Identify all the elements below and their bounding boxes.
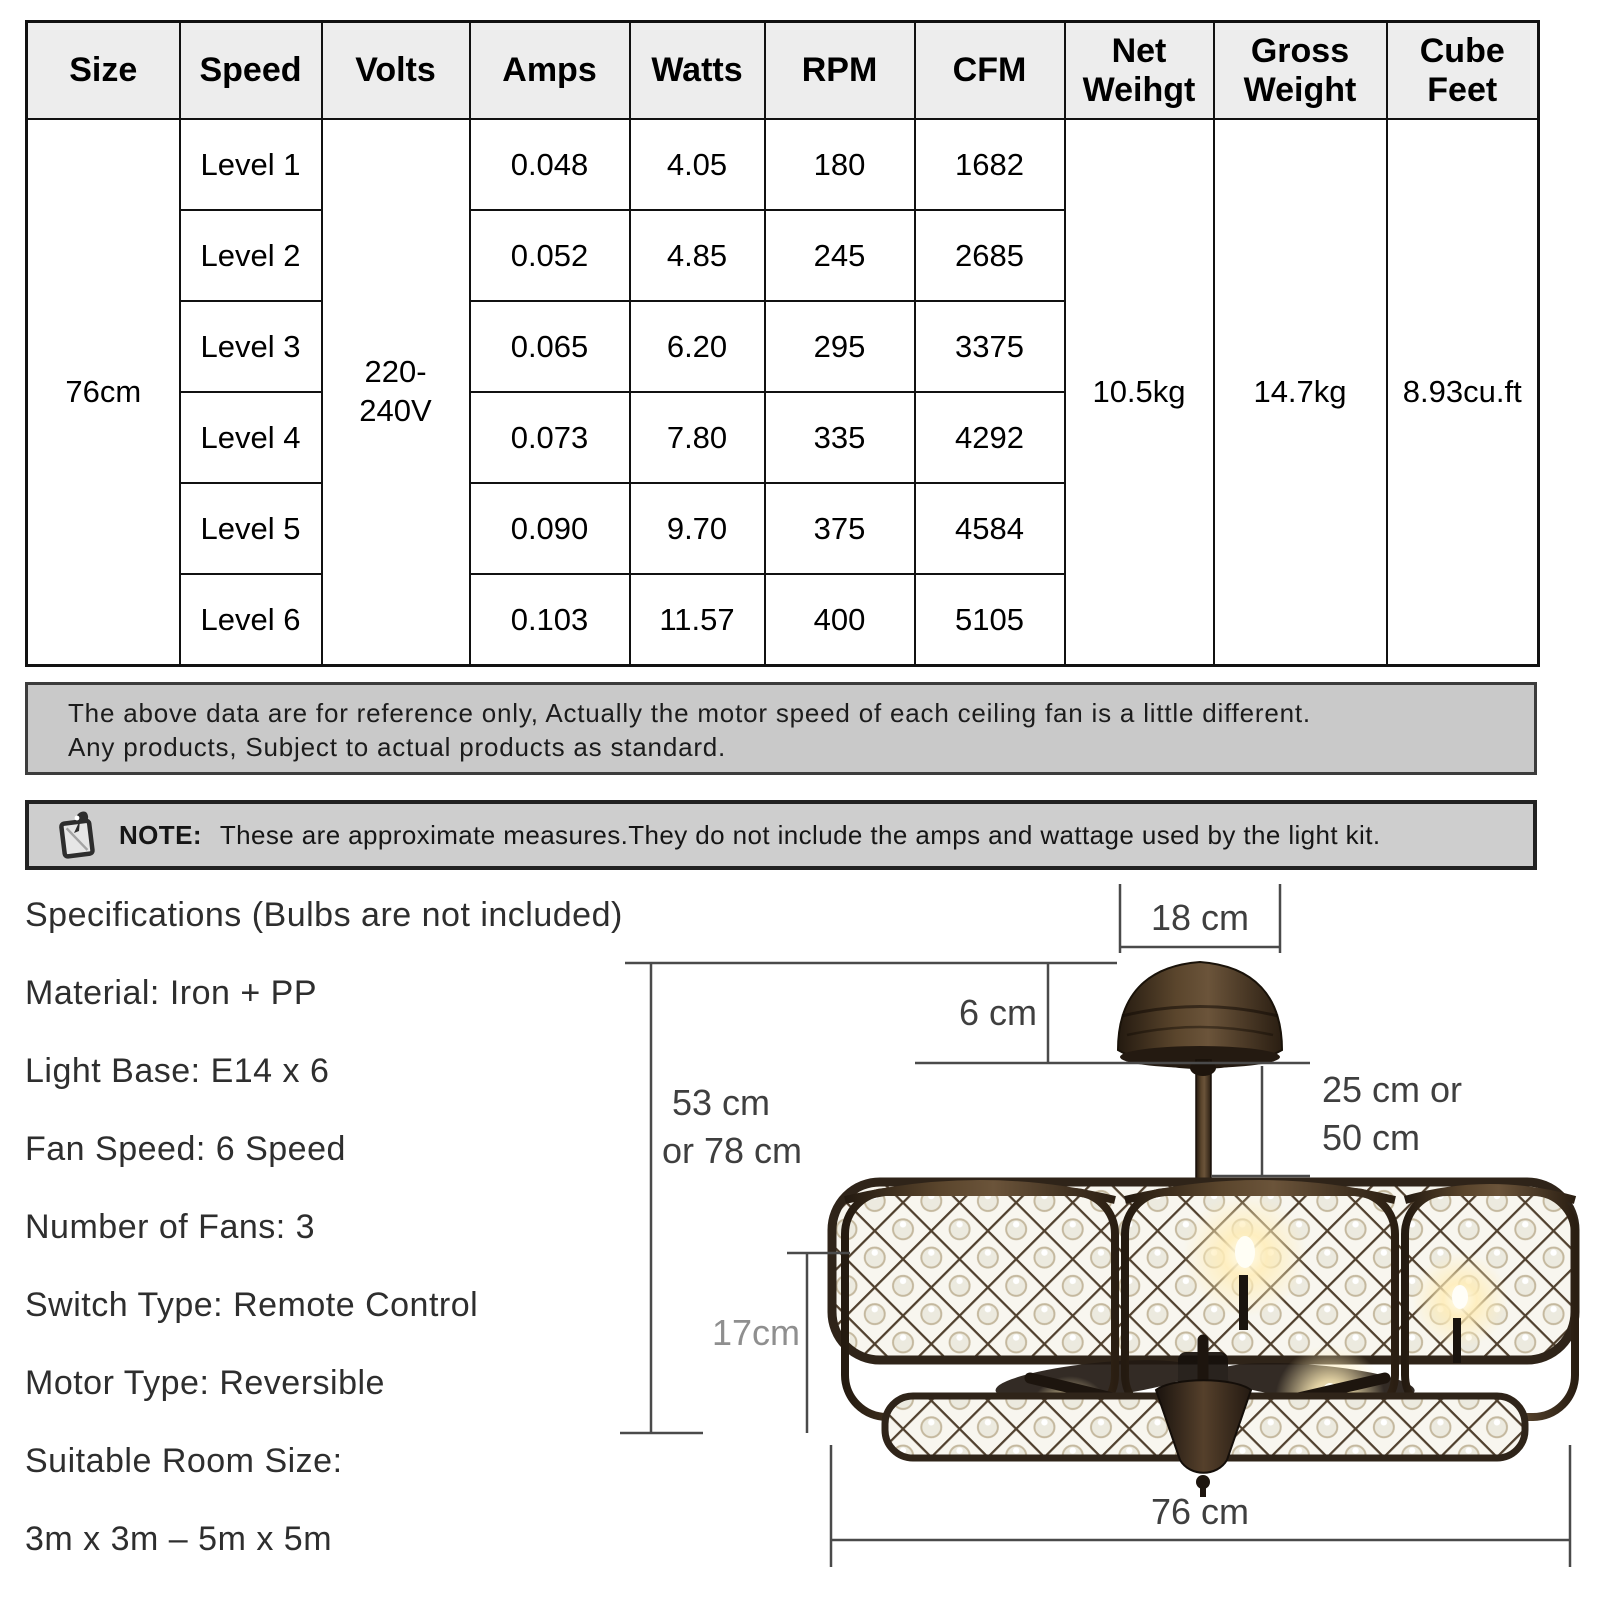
watts-cell: 4.05 [630,119,765,210]
cfm-cell: 4292 [915,392,1065,483]
watts-cell: 6.20 [630,301,765,392]
header-gross-weight: Gross Weight [1214,22,1387,120]
dim-canopy-height: 6 cm [958,992,1037,1033]
header-size: Size [27,22,180,120]
amps-cell: 0.048 [470,119,630,210]
dim-canopy-width: 18 cm [1150,897,1250,938]
fan-illustration [832,962,1575,1497]
header-watts: Watts [630,22,765,120]
rpm-cell: 295 [765,301,915,392]
level-cell: Level 4 [180,392,322,483]
dim-rod-length: 25 cm or [1322,1069,1463,1110]
cfm-cell: 4584 [915,483,1065,574]
header-row [27,22,1539,120]
spec-item-room-size-value: 3m x 3m – 5m x 5m [25,1520,333,1558]
size-cell: 76cm [27,119,180,666]
watts-cell: 9.70 [630,483,765,574]
spec-item-room-size-label: Suitable Room Size: [25,1442,343,1480]
cfm-cell: 3375 [915,301,1065,392]
spec-item-material: Material: Iron + PP [25,974,318,1012]
amps-cell: 0.065 [470,301,630,392]
net-weight-cell: 10.5kg [1065,119,1214,666]
spec-item-switch-type: Switch Type: Remote Control [25,1286,479,1324]
dim-total-height: 53 cm [672,1082,771,1123]
amps-cell: 0.103 [470,574,630,666]
header-rpm: RPM [765,22,915,120]
note-box [25,800,1537,870]
level-cell: Level 6 [180,574,322,666]
specs-list [25,895,665,1597]
dim-body-width: 76 cm [1150,1491,1250,1532]
header-volts: Volts [322,22,470,120]
rpm-cell: 335 [765,392,915,483]
level-cell: Level 5 [180,483,322,574]
fan-drum [832,1182,1575,1497]
level-cell: Level 2 [180,210,322,301]
fan-dimension-diagram [600,870,1600,1600]
rpm-cell: 375 [765,483,915,574]
watts-cell: 11.57 [630,574,765,666]
volts-cell [322,119,470,666]
spec-item-fan-speed: Fan Speed: 6 Speed [25,1130,346,1168]
gross-weight-cell: 14.7kg [1214,119,1387,666]
cfm-cell: 2685 [915,210,1065,301]
rpm-cell: 400 [765,574,915,666]
volts-value: 220-240V [359,354,432,428]
cube-feet-cell: 8.93cu.ft [1387,119,1539,666]
spec-table [25,20,1540,667]
header-cfm: CFM [915,22,1065,120]
note-text: These are approximate measures.They do not include the amps and wattage used by the light kit. [219,819,1381,850]
disclaimer-line-1: The above data are for reference only, Actually the motor speed of each ceiling fan is a little different. [68,698,1311,728]
level-cell: Level 3 [180,301,322,392]
spec-item-light-base: Light Base: E14 x 6 [25,1052,330,1090]
dim-rod-length-alt: 50 cm [1322,1117,1421,1158]
amps-cell: 0.052 [470,210,630,301]
amps-cell: 0.073 [470,392,630,483]
watts-cell: 4.85 [630,210,765,301]
note-label: NOTE: [119,819,202,850]
cfm-cell: 1682 [915,119,1065,210]
spec-item-number-of-fans: Number of Fans: 3 [25,1208,316,1246]
header-speed: Speed [180,22,322,120]
specs-title: Specifications (Bulbs are not included) [25,896,623,934]
rpm-cell: 180 [765,119,915,210]
notepad-icon [55,809,101,861]
spec-item-motor-type: Motor Type: Reversible [25,1364,385,1402]
table-row [27,119,1539,210]
disclaimer-line-2: Any products, Subject to actual products as standard. [68,732,727,762]
level-cell: Level 1 [180,119,322,210]
cfm-cell: 5105 [915,574,1065,666]
dim-body-height: 17cm [711,1312,800,1353]
amps-cell: 0.090 [470,483,630,574]
rpm-cell: 245 [765,210,915,301]
fan-canopy [1118,962,1282,1068]
header-amps: Amps [470,22,630,120]
header-cube-feet: Cube Feet [1387,22,1539,120]
watts-cell: 7.80 [630,392,765,483]
header-net-weight: Net Weihgt [1065,22,1214,120]
dim-total-height-alt: or 78 cm [662,1130,803,1171]
disclaimer-box [25,682,1537,775]
